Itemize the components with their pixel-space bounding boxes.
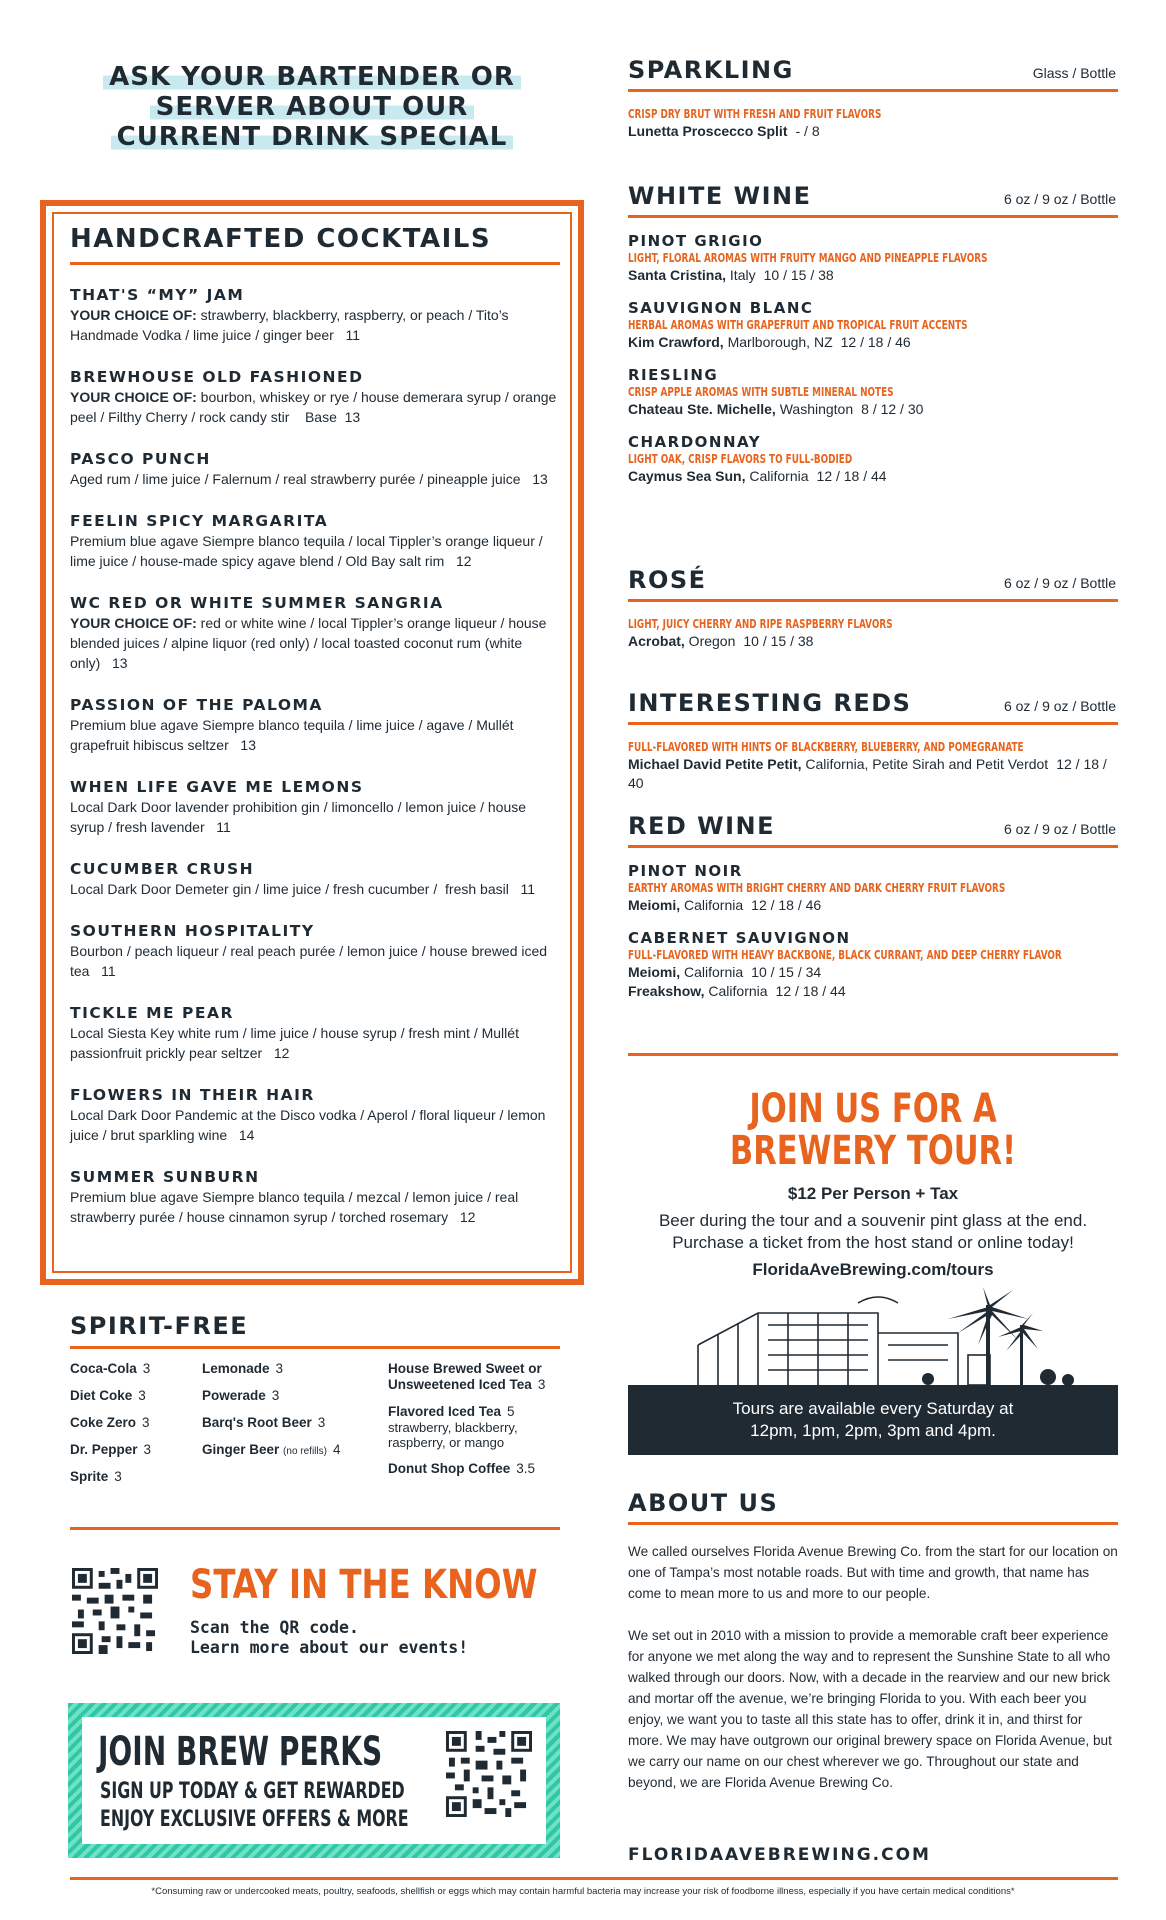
promo-line-1: ASK YOUR BARTENDER OR (103, 62, 521, 92)
wine-varietal: PINOT NOIR (628, 862, 743, 880)
spirit-free-section (70, 1310, 560, 1511)
cocktail-choice-label: YOUR CHOICE OF: (70, 615, 197, 631)
cocktail-item (70, 593, 560, 673)
cocktail-description (70, 1105, 560, 1145)
events-qr-code[interactable] (72, 1568, 158, 1654)
drink-price: 5 (507, 1404, 515, 1419)
cocktail-description (70, 1187, 560, 1227)
cocktail-ingredients: Premium blue agave Siempre blanco tequila / lime juice / agave / Mullét grapefruit hibiscus seltzer 13 (70, 717, 514, 753)
cocktails-section (70, 222, 560, 1227)
cocktail-description (70, 531, 560, 571)
cocktail-item (70, 1085, 560, 1145)
wine-varietal: CABERNET SAUVIGNON (628, 929, 851, 947)
cocktail-ingredients: Local Dark Door lavender prohibition gin / limoncello / lemon juice / house syrup / fresh lavender 11 (70, 799, 527, 835)
cocktail-item (70, 1003, 560, 1063)
red-wine-sizes: 6 oz / 9 oz / Bottle (1003, 821, 1116, 837)
cocktail-name: SUMMER SUNBURN (70, 1168, 260, 1186)
about-paragraph-1: We called ourselves Florida Avenue Brewing Co. from the start for our location on one of Tampa’s most notable roads. But with time and growth, that name has come to mean more to us and more to our people. (628, 1544, 1118, 1601)
wine-item (628, 106, 1118, 141)
rose-title: ROSÉ (628, 566, 707, 594)
cocktail-description (70, 941, 560, 981)
drink-name: House Brewed Sweet or Unsweetened Iced Tea (388, 1361, 542, 1392)
wine-varietal: SAUVIGNON BLANC (628, 299, 814, 317)
promo-line-2: SERVER ABOUT OUR (150, 92, 475, 122)
wine-item (628, 616, 1118, 651)
cocktail-ingredients: strawberry, blackberry, raspberry, or peach / Tito’s Handmade Vodka / lime juice / ginger beer 11 (70, 307, 509, 343)
wine-prices: 10 / 15 / 38 (763, 267, 834, 283)
wine-producer-line (628, 266, 1118, 285)
stay-in-the-know (72, 1562, 562, 1662)
brewery-tour-section (628, 1088, 1118, 1280)
cocktail-ingredients: Local Dark Door Pandemic at the Disco vodka / Aperol / floral liqueur / lemon juice / brut sparkling wine 14 (70, 1107, 546, 1143)
cocktail-name: THAT'S “MY” JAM (70, 286, 245, 304)
tour-schedule-banner (628, 1385, 1118, 1455)
about-paragraph-2: We set out in 2010 with a mission to provide a memorable craft beer experience for anyone we met along the way and to represent the Sunshine State to all who walked through our doors. Now, with a decade in the rearview and our new brick and mortar off the avenue, we’re bringing Florida to you. With each beer you enjoy, we want you to taste all this state has to offer, drink it in, and thirst for more. We may have outgrown our original brewery space on Florida Avenue, but we carry our name on our chest wherever we go. Throughout our state and beyond, we are Florida Avenue Brewing Co. (628, 1628, 1112, 1790)
qr-code-icon (72, 1568, 158, 1654)
wine-producer: Freakshow, (628, 983, 705, 999)
cocktail-item (70, 1167, 560, 1227)
drink-name: Coca-Cola (70, 1361, 137, 1376)
wine-tasting-notes: LIGHT, JUICY CHERRY AND RIPE RASPBERRY FLAVORS (628, 617, 893, 631)
brew-perks-line-2: ENJOY EXCLUSIVE OFFERS & MORE (100, 1807, 409, 1832)
cocktail-item (70, 285, 560, 345)
qr-code-icon (446, 1731, 532, 1817)
brew-perks-banner (68, 1703, 560, 1858)
cocktail-description (70, 469, 560, 489)
drink-name: Powerade (202, 1388, 266, 1403)
drink-price: 3 (537, 1377, 546, 1392)
sparkling-section (628, 52, 1118, 141)
about-us-section (628, 1488, 1118, 1793)
cocktail-item (70, 511, 560, 571)
drink-price: 3 (114, 1469, 122, 1484)
brew-perks-qr-code[interactable] (446, 1731, 532, 1817)
wine-item (628, 366, 1118, 419)
wine-tasting-notes: HERBAL AROMAS WITH GRAPEFRUIT AND TROPICAL FRUIT ACCENTS (628, 318, 968, 332)
wine-producer-line (628, 632, 1118, 651)
drink-price: 3 (142, 1415, 150, 1430)
cocktail-description (70, 797, 560, 837)
wine-origin: Oregon (684, 633, 736, 649)
cocktails-title: HANDCRAFTED COCKTAILS (70, 222, 560, 265)
promo-line-3: CURRENT DRINK SPECIAL (111, 122, 514, 152)
cocktail-ingredients: Aged rum / lime juice / Falernum / real strawberry purée / pineapple juice 13 (70, 471, 548, 487)
stay-line-1: Scan the QR code. (190, 1618, 359, 1637)
cocktail-item (70, 449, 560, 489)
drink-note: (no refills) (283, 1446, 327, 1457)
drink-name: Dr. Pepper (70, 1442, 138, 1457)
drink-price: 3 (317, 1415, 326, 1430)
brewery-building-illustration (628, 1285, 1118, 1385)
wine-tasting-notes: LIGHT, FLORAL AROMAS WITH FRUITY MANGO AND PINEAPPLE FLAVORS (628, 251, 988, 265)
wine-varietal: PINOT GRIGIO (628, 232, 764, 250)
cocktail-description (70, 613, 560, 673)
drink-name: Flavored Iced Tea (388, 1404, 502, 1419)
cocktail-name: BREWHOUSE OLD FASHIONED (70, 368, 364, 386)
stay-in-the-know-subtitle (190, 1618, 468, 1658)
wine-prices: 12 / 18 / 46 (840, 334, 911, 350)
white-wine-sizes: 6 oz / 9 oz / Bottle (1003, 191, 1116, 207)
wine-producer: Caymus Sea Sun, (628, 468, 746, 484)
cocktail-description (70, 387, 560, 427)
wine-item (628, 299, 1118, 352)
cocktail-ingredients: Local Dark Door Demeter gin / lime juice / fresh cucumber / fresh basil 11 (70, 881, 536, 897)
cocktail-name: PASCO PUNCH (70, 450, 211, 468)
spirit-free-item (388, 1461, 560, 1477)
wine-producer-line (628, 755, 1118, 793)
wine-producer: Acrobat, (628, 633, 685, 649)
drink-price: 3 (138, 1388, 146, 1403)
spirit-free-item (388, 1404, 560, 1450)
tour-link[interactable]: FloridaAveBrewing.com/tours (752, 1260, 994, 1279)
spirit-free-divider (70, 1527, 560, 1530)
wine-prices: 12 / 18 / 46 (751, 897, 822, 913)
spirit-free-item (202, 1415, 382, 1431)
drink-name: Sprite (70, 1469, 109, 1484)
spirit-free-item (70, 1415, 190, 1431)
cocktail-item (70, 367, 560, 427)
spirit-free-item (388, 1361, 560, 1393)
spirit-free-item (70, 1388, 190, 1404)
spirit-free-item (202, 1442, 382, 1460)
wine-producer: Meiomi, (628, 964, 681, 980)
drink-flavors: strawberry, blackberry, raspberry, or mango (388, 1420, 518, 1450)
interesting-reds-title: INTERESTING REDS (628, 689, 912, 717)
wine-producer-line (628, 467, 1118, 486)
interesting-reds-sizes: 6 oz / 9 oz / Bottle (1003, 698, 1116, 714)
wine-origin: Marlborough, NZ (723, 334, 833, 350)
wine-prices: 8 / 12 / 30 (861, 401, 924, 417)
cocktail-name: WC RED OR WHITE SUMMER SANGRIA (70, 594, 444, 612)
cocktail-description (70, 1023, 560, 1063)
wine-tasting-notes: FULL-FLAVORED WITH HINTS OF BLACKBERRY, BLUEBERRY, AND POMEGRANATE (628, 740, 1024, 754)
wine-prices: 12 / 18 / 40 (628, 756, 1107, 791)
stay-line-2: Learn more about our events! (190, 1638, 469, 1657)
wine-origin: Washington (775, 401, 854, 417)
drink-price: 4 (332, 1442, 341, 1457)
drink-price: 3.5 (516, 1461, 536, 1476)
wine-producer-line (628, 333, 1118, 352)
red-wine-section (628, 808, 1118, 1001)
cocktail-description (70, 305, 560, 345)
wine-producer-line (628, 963, 1118, 982)
wine-varietal: CHARDONNAY (628, 433, 762, 451)
spirit-free-item (202, 1388, 382, 1404)
drink-price: 3 (275, 1361, 284, 1376)
drink-special-promo (72, 62, 552, 152)
wine-item (628, 739, 1118, 793)
wine-prices: 10 / 15 / 34 (751, 964, 822, 980)
drink-price: 3 (271, 1388, 280, 1403)
wine-producer: Lunetta Proscecco Split (628, 123, 788, 139)
tour-title (665, 1088, 1082, 1172)
rose-section (628, 562, 1118, 651)
wine-producer-line (628, 982, 1118, 1001)
wine-producer: Meiomi, (628, 897, 681, 913)
white-wine-title: WHITE WINE (628, 182, 812, 210)
wine-origin: California (704, 983, 768, 999)
wine-producer-line (628, 400, 1118, 419)
sparkling-sizes: Glass / Bottle (1032, 65, 1116, 81)
drink-name: Donut Shop Coffee (388, 1461, 511, 1476)
cocktail-name: FEELIN SPICY MARGARITA (70, 512, 329, 530)
wine-item (628, 862, 1118, 915)
tour-title-line-1: JOIN US FOR A (749, 1086, 997, 1132)
about-us-title: ABOUT US (628, 1488, 1118, 1525)
wine-prices: 12 / 18 / 44 (775, 983, 846, 999)
wine-producer-line (628, 122, 1118, 141)
brew-perks-title: JOIN BREW PERKS (98, 1729, 383, 1775)
cocktail-ingredients: Local Siesta Key white rum / lime juice / house syrup / fresh mint / Mullét passionfruit prickly pear seltzer 12 (70, 1025, 519, 1061)
wine-producer: Chateau Ste. Michelle, (628, 401, 776, 417)
drink-name: Lemonade (202, 1361, 270, 1376)
cocktail-name: WHEN LIFE GAVE ME LEMONS (70, 778, 364, 796)
wine-prices: 12 / 18 / 44 (816, 468, 887, 484)
drink-name: Ginger Beer (202, 1442, 280, 1457)
cocktail-ingredients: red or white wine / local Tippler’s orange liqueur / house blended juices / alpine liquor (red only) / local toasted coconut rum (white only) 13 (70, 615, 547, 671)
tour-description (628, 1210, 1118, 1254)
brew-perks-line-1: SIGN UP TODAY & GET REWARDED (100, 1779, 405, 1804)
cocktail-item (70, 777, 560, 837)
wine-prices: - / 8 (795, 123, 820, 139)
tour-desc-line-2: Purchase a ticket from the host stand or online today! (672, 1233, 1074, 1252)
cocktail-choice-label: YOUR CHOICE OF: (70, 307, 197, 323)
cocktail-item (70, 859, 560, 899)
wine-origin: California (680, 897, 744, 913)
cocktail-item (70, 921, 560, 981)
drink-price: 3 (142, 1361, 151, 1376)
cocktail-name: TICKLE ME PEAR (70, 1004, 234, 1022)
wine-origin: California, Petite Sirah and Petit Verdot (801, 756, 1049, 772)
cocktail-ingredients: Bourbon / peach liqueur / real peach purée / lemon juice / house brewed iced tea 11 (70, 943, 548, 979)
cocktail-name: SOUTHERN HOSPITALITY (70, 922, 315, 940)
wine-item (628, 929, 1118, 1001)
drink-price: 3 (143, 1442, 152, 1457)
wine-tasting-notes: CRISP APPLE AROMAS WITH SUBTLE MINERAL NOTES (628, 385, 894, 399)
cocktail-name: FLOWERS IN THEIR HAIR (70, 1086, 315, 1104)
tour-title-line-2: BREWERY TOUR! (729, 1128, 1017, 1174)
red-wine-title: RED WINE (628, 812, 776, 840)
wine-producer-line (628, 896, 1118, 915)
wine-varietal: RIESLING (628, 366, 719, 384)
wine-prices: 10 / 15 / 38 (743, 633, 814, 649)
sparkling-title: SPARKLING (628, 56, 794, 84)
wine-origin: Italy (726, 267, 756, 283)
tour-schedule-line-2: 12pm, 1pm, 2pm, 3pm and 4pm. (750, 1421, 996, 1440)
wine-origin: California (680, 964, 744, 980)
drink-name: Coke Zero (70, 1415, 137, 1430)
cocktail-choice-label: YOUR CHOICE OF: (70, 389, 197, 405)
spirit-free-item (70, 1442, 190, 1458)
rose-sizes: 6 oz / 9 oz / Bottle (1003, 575, 1116, 591)
wine-tasting-notes: CRISP DRY BRUT WITH FRESH AND FRUIT FLAVORS (628, 107, 882, 121)
wine-item (628, 232, 1118, 285)
wine-tasting-notes: FULL-FLAVORED WITH HEAVY BACKBONE, BLACK CURRANT, AND DEEP CHERRY FLAVOR (628, 948, 1062, 962)
cocktail-name: PASSION OF THE PALOMA (70, 696, 323, 714)
footer-divider (70, 1877, 1118, 1880)
tour-schedule-line-1: Tours are available every Saturday at (732, 1399, 1014, 1418)
spirit-free-item (70, 1469, 190, 1485)
wine-item (628, 433, 1118, 486)
wine-origin: California (745, 468, 809, 484)
tour-desc-line-1: Beer during the tour and a souvenir pint glass at the end. (658, 1211, 1088, 1230)
cocktail-ingredients: Premium blue agave Siempre blanco tequila / local Tippler’s orange liqueur / lime juice / house-made spicy agave blend / Old Bay salt rim 12 (70, 533, 543, 569)
drink-name: Barq's Root Beer (202, 1415, 312, 1430)
tour-price: $12 Per Person + Tax (787, 1184, 959, 1203)
drink-name: Diet Coke (70, 1388, 133, 1403)
wine-producer: Kim Crawford, (628, 334, 724, 350)
white-wine-section (628, 178, 1118, 486)
wine-producer: Santa Cristina, (628, 267, 727, 283)
stay-in-the-know-title: STAY IN THE KNOW (190, 1562, 538, 1608)
cocktail-name: CUCUMBER CRUSH (70, 860, 255, 878)
spirit-free-item (70, 1361, 190, 1377)
cocktail-ingredients: bourbon, whiskey or rye / house demerara syrup / orange peel / Filthy Cherry / rock candy stir Base 13 (70, 389, 557, 425)
cocktail-item (70, 695, 560, 755)
website-link[interactable]: FLORIDAAVEBREWING.COM (628, 1845, 931, 1865)
wine-tasting-notes: EARTHY AROMAS WITH BRIGHT CHERRY AND DARK CHERRY FRUIT FLAVORS (628, 881, 1006, 895)
food-safety-disclaimer: *Consuming raw or undercooked meats, poultry, seafoods, shellfish or eggs which may contain harmful bacteria may increase your risk of foodborne illness, especially if you have certain medical conditions* (151, 1886, 1015, 1897)
cocktail-description (70, 715, 560, 755)
cocktail-description (70, 879, 560, 899)
wine-tasting-notes: LIGHT OAK, CRISP FLAVORS TO FULL-BODIED (628, 452, 853, 466)
spirit-free-title: SPIRIT-FREE (70, 1310, 560, 1349)
spirit-free-item (202, 1361, 382, 1377)
tour-divider (628, 1053, 1118, 1056)
interesting-reds-section (628, 685, 1118, 793)
wine-producer: Michael David Petite Petit, (628, 756, 802, 772)
cocktail-ingredients: Premium blue agave Siempre blanco tequila / mezcal / lemon juice / real strawberry purée / house cinnamon syrup / torched rosemary 12 (70, 1189, 519, 1225)
